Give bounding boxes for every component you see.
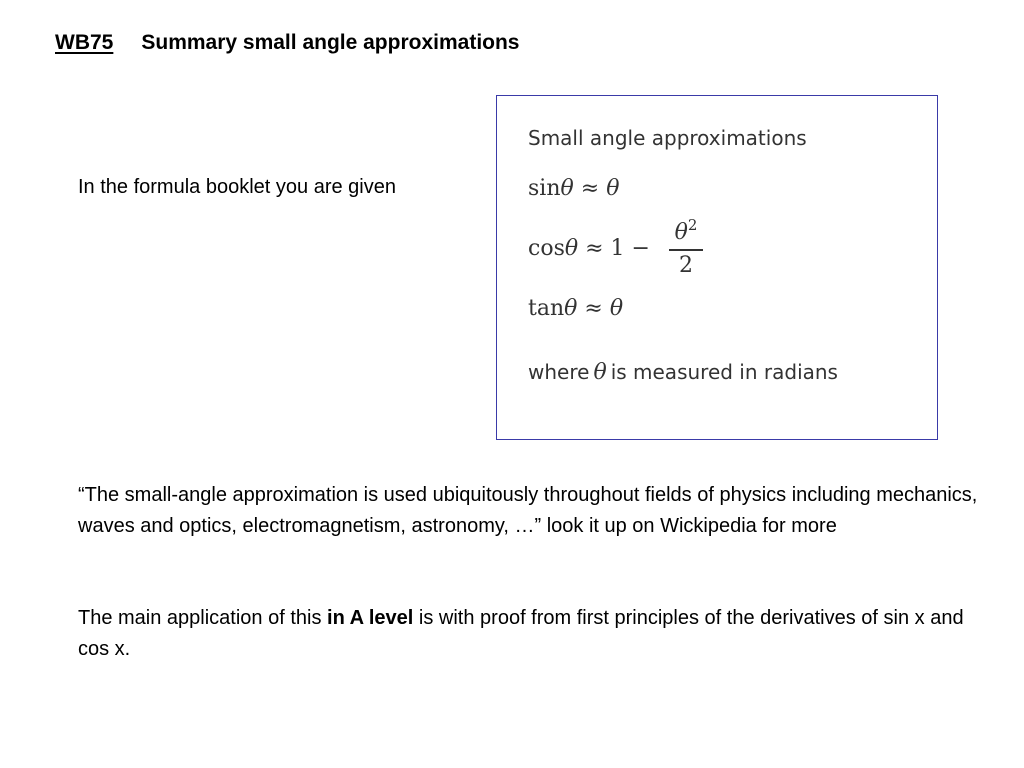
fraction-denominator: 2 xyxy=(679,253,693,278)
tan-approximation xyxy=(528,296,623,321)
note-theta: θ xyxy=(593,360,607,385)
worksheet-code: WB75 xyxy=(55,31,114,54)
tan-rhs-theta: θ xyxy=(609,296,624,321)
worksheet-title: Summary small angle approximations xyxy=(141,31,520,54)
physics-quote-paragraph: “The small-angle approximation is used ubiquitously throughout fields of physics including mechanics, waves and optics, electromagnetism, astronomy, …” look it up on Wickipedia for more xyxy=(78,484,978,537)
intro-text: In the formula booklet you are given xyxy=(78,176,396,198)
cos-approx-one-minus: ≈ 1 − xyxy=(585,236,650,261)
formula-box xyxy=(496,95,938,440)
sin-theta: θ xyxy=(560,176,574,201)
radians-note xyxy=(528,360,838,385)
tan-theta: θ xyxy=(564,296,578,321)
sin-function: sin xyxy=(528,176,561,201)
sin-rhs-theta: θ xyxy=(606,176,620,201)
sin-approximation xyxy=(528,176,619,201)
note-suffix: is measured in radians xyxy=(610,360,838,384)
theta-squared-over-two xyxy=(668,218,704,281)
cos-theta: θ xyxy=(564,236,579,261)
p2-bold: in A level xyxy=(327,607,414,629)
fraction-theta: θ xyxy=(674,220,688,245)
a-level-application-paragraph xyxy=(78,603,978,665)
tan-function: tan xyxy=(528,296,565,321)
p2-end: is with proof from first principles of the derivatives of sin x and cos x. xyxy=(78,607,964,660)
sin-approx-sign: ≈ xyxy=(580,176,600,201)
formula-box-heading: Small angle approximations xyxy=(528,126,807,150)
tan-approx-sign: ≈ xyxy=(584,296,603,321)
fraction-exponent: 2 xyxy=(687,216,698,234)
cos-function: cos xyxy=(528,236,565,261)
p2-start: The main application of this xyxy=(78,607,328,629)
note-prefix: where xyxy=(528,360,590,384)
page-title xyxy=(55,31,519,55)
